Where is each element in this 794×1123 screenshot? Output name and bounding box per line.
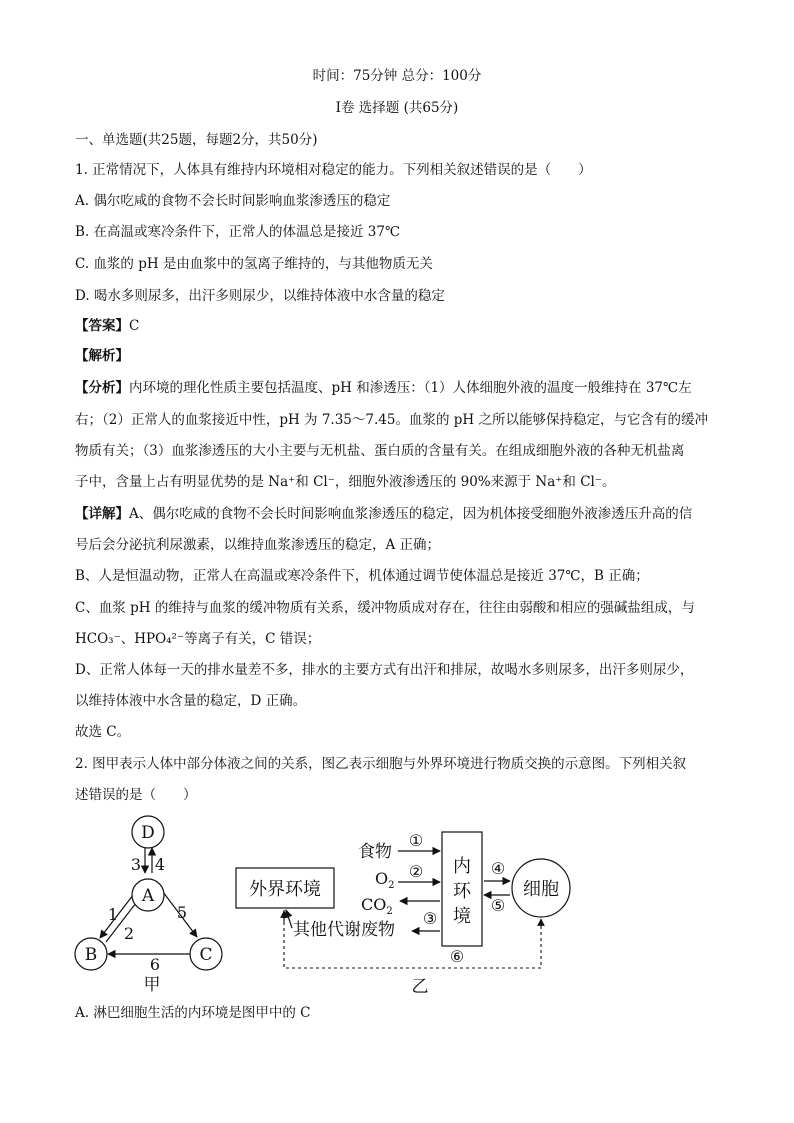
inner-env-char: 环 <box>453 881 471 902</box>
figure-jia-caption: 甲 <box>143 975 161 995</box>
arrow-waste-to-env <box>286 910 292 928</box>
node-d-label: D <box>141 823 155 843</box>
circled-number-5: ⑤ <box>490 896 506 915</box>
fenxi-line: 右；（2）正常人的血浆接近中性，pH 为 7.35～7.45。血浆的 pH 之所以能够保持稳定，与它含有的缓冲 <box>75 412 708 428</box>
answer-value: C <box>129 318 140 334</box>
xiangjie-line: B、人是恒温动物，正常人在高温或寒冷条件下，机体通过调节使体温总是接近 37℃，B 正确； <box>75 568 649 584</box>
external-env-label: 外界环境 <box>249 879 321 900</box>
figure-yi <box>236 831 570 997</box>
q2-figure <box>60 810 680 1000</box>
o2-label: $O_2$ <box>375 869 395 891</box>
xiangjie-line <box>75 504 692 524</box>
xiangjie-line: D、正常人体每一天的排水量差不多，排水的主要方式有出汗和排尿，故喝水多则尿多，出汗多则尿少， <box>75 662 694 678</box>
analysis-tag: 【解析】 <box>75 348 129 364</box>
q2-stem: 述错误的是（ ） <box>75 787 197 803</box>
q2-option-a: A. 淋巴细胞生活的内环境是图甲中的 C <box>75 1005 311 1021</box>
fenxi-line <box>75 378 692 398</box>
part-title: 一、单选题(共25题，每题2分，共50分) <box>75 132 318 148</box>
q1-answer <box>75 316 139 336</box>
xiangjie-line: 号后会分泌抗利尿激素，以维持血浆渗透压的稳定，A 正确； <box>75 537 441 553</box>
arrow-number-5: 5 <box>176 903 188 922</box>
q2-stem: 2. 图甲表示人体中部分体液之间的关系，图乙表示细胞与外界环境进行物质交换的示意图。下列相关叙 <box>75 756 687 772</box>
q1-option-d: D. 喝水多则尿多，出汗多则尿少，以维持体液中水含量的稳定 <box>75 288 445 304</box>
xiangjie-tag: 【详解】 <box>75 506 129 522</box>
circled-number-4: ④ <box>490 859 506 878</box>
fenxi-tag: 【分析】 <box>75 380 129 396</box>
circled-number-2: ② <box>408 862 424 881</box>
food-label: 食物 <box>358 842 392 862</box>
xiangjie-line: 以维持体液中水含量的稳定，D 正确。 <box>75 693 307 709</box>
fenxi-line: 物质有关；（3）血浆渗透压的大小主要与无机盐、蛋白质的含量有关。在组成细胞外液的各种无机盐离 <box>75 443 685 459</box>
fenxi-text: 内环境的理化性质主要包括温度、pH 和渗透压：（1）人体细胞外液的温度一般维持在 37℃左 <box>129 380 692 396</box>
circled-number-6: ⑥ <box>449 947 465 966</box>
circled-number-3: ③ <box>422 909 438 928</box>
arrow-number-2: 2 <box>123 924 135 943</box>
figure-jia <box>75 816 222 995</box>
xiangjie-line: C、血浆 pH 的维持与血浆的缓冲物质有关系，缓冲物质成对存在，往往由弱酸和相应的强碱盐组成，与 <box>75 600 695 616</box>
arrow-number-1: 1 <box>107 905 119 924</box>
q1-stem: 1. 正常情况下，人体具有维持内环境相对稳定的能力。下列相关叙述错误的是（ ） <box>75 162 592 178</box>
q1-option-c: C. 血浆的 pH 是由血浆中的氢离子维持的，与其他物质无关 <box>75 256 433 272</box>
arrow-number-6: 6 <box>149 955 161 974</box>
q1-option-b: B. 在高温或寒冷条件下，正常人的体温总是接近 37℃ <box>75 224 401 240</box>
node-b-label: B <box>84 945 98 965</box>
xiangjie-text: A、偶尔吃咸的食物不会长时间影响血浆渗透压的稳定，因为机体接受细胞外液渗透压升高的信 <box>129 506 693 522</box>
node-a-label: A <box>141 886 155 906</box>
q1-analysis-tag <box>75 346 129 366</box>
conclusion-line: 故选 C。 <box>75 724 131 740</box>
section-title: Ⅰ卷 选择题 (共65分) <box>335 100 459 116</box>
fenxi-line: 子中，含量上占有明显优势的是 Na⁺和 Cl⁻，细胞外液渗透压的 90%来源于 Na⁺和 Cl⁻。 <box>75 474 616 490</box>
inner-env-char: 境 <box>453 906 471 927</box>
q1-option-a: A. 偶尔吃咸的食物不会长时间影响血浆渗透压的稳定 <box>75 193 391 209</box>
figure-yi-caption: 乙 <box>411 977 429 997</box>
node-c-label: C <box>199 945 213 965</box>
arrow-number-3: 3 <box>130 855 142 874</box>
xiangjie-line: HCO₃⁻、HPO₄²⁻等离子有关，C 错误； <box>75 631 321 647</box>
inner-env-char: 内 <box>453 856 471 877</box>
cell-label: 细胞 <box>523 879 559 900</box>
exam-time-line: 时间：75分钟 总分：100分 <box>312 68 482 84</box>
answer-tag: 【答案】 <box>75 318 129 334</box>
arrow-number-4: 4 <box>154 855 166 874</box>
circled-number-1: ① <box>408 831 424 850</box>
co2-label: $CO_2$ <box>361 895 393 917</box>
waste-label: 其他代谢废物 <box>293 920 395 940</box>
